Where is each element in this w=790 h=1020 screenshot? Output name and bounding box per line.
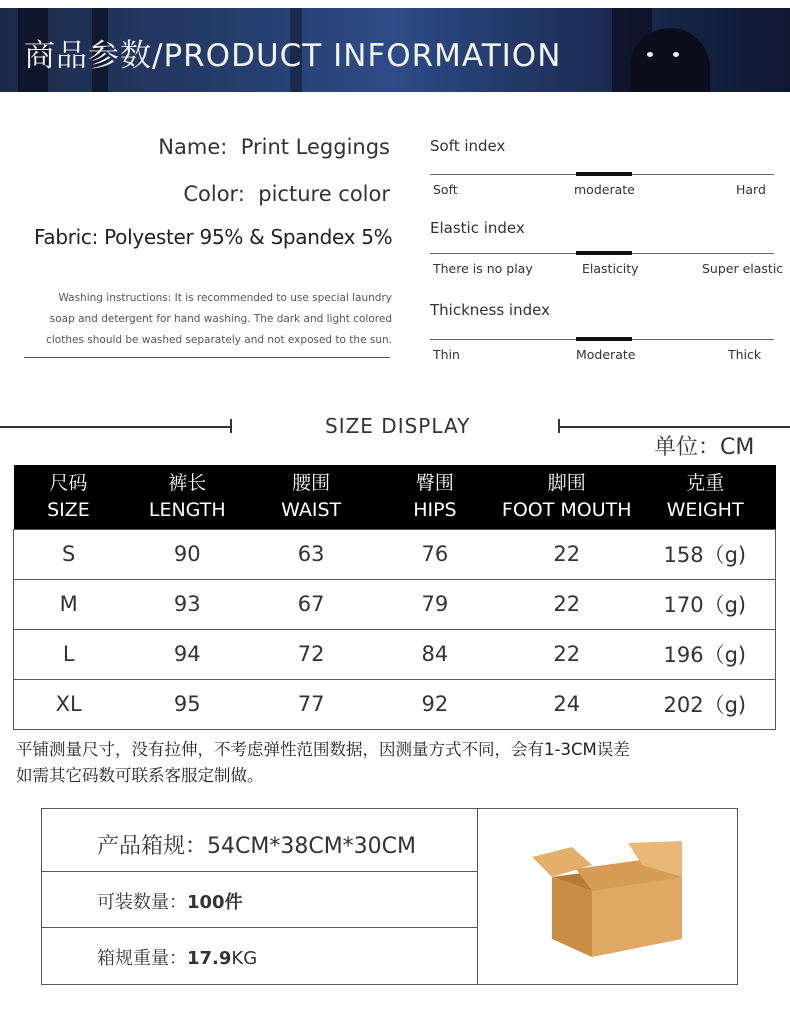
- divider: [24, 357, 390, 358]
- header-en: FOOT MOUTH: [501, 498, 632, 521]
- soft-index-low: Soft: [433, 182, 458, 197]
- soft-index-marker: [576, 172, 632, 176]
- header-en: WEIGHT: [666, 498, 744, 521]
- table-row: [14, 629, 776, 679]
- cell-foot-mouth: 24: [499, 679, 635, 729]
- product-color: [183, 182, 390, 206]
- cell-foot-mouth: 22: [499, 529, 635, 579]
- header-weight: [635, 465, 776, 529]
- carton-qty: [97, 888, 243, 914]
- carton-size: 产品箱规：54CM*38CM*30CM: [97, 834, 417, 859]
- cell-foot-mouth: 22: [499, 579, 635, 629]
- color-label: Color:: [183, 182, 245, 206]
- name-label: Name:: [158, 135, 228, 159]
- banner-title: 商品参数/PRODUCT INFORMATION: [24, 38, 562, 74]
- carton-spec-panel: [41, 808, 738, 985]
- carton-weight: [97, 944, 257, 970]
- header-cn: 脚围: [547, 471, 586, 494]
- cell-size: L: [14, 629, 124, 679]
- thickness-index-high: Thick: [728, 347, 762, 362]
- header-cn: 裤长: [168, 471, 207, 494]
- cell-hips: 84: [371, 629, 499, 679]
- elastic-index-high: Super elastic: [702, 261, 784, 276]
- washing-line: clothes should be washed separately and not exposed to the sun.: [46, 334, 392, 346]
- carton-weight-label: 箱规重量：: [97, 948, 187, 969]
- cell-length: 93: [123, 579, 251, 629]
- carton-qty-value: 100件: [187, 892, 243, 913]
- cell-length: 94: [123, 629, 251, 679]
- cell-waist: 67: [251, 579, 371, 629]
- note-line: 如需其它码数可联系客服定制做。: [16, 766, 264, 785]
- thickness-index-low: Thin: [433, 347, 460, 362]
- carton-qty-label: 可装数量：: [97, 892, 187, 913]
- cell-weight: 158（g): [635, 529, 776, 579]
- section-rule-left: [0, 426, 230, 428]
- name-value: Print Leggings: [240, 135, 390, 159]
- cell-hips: 76: [371, 529, 499, 579]
- product-name: [158, 135, 390, 159]
- header-size: [14, 465, 124, 529]
- header-length: [123, 465, 251, 529]
- washing-line: soap and detergent for hand washing. The dark and light colored: [49, 313, 392, 325]
- cell-hips: 79: [371, 579, 499, 629]
- cell-waist: 77: [251, 679, 371, 729]
- cell-size: XL: [14, 679, 124, 729]
- unit-label: 单位：CM: [654, 435, 755, 460]
- section-rule-right: [560, 426, 790, 428]
- header-en: WAIST: [281, 498, 342, 521]
- cardboard-box-icon: [532, 839, 692, 959]
- table-row: [14, 679, 776, 729]
- cell-weight: 196（g): [635, 629, 776, 679]
- table-row: [14, 579, 776, 629]
- header-en: LENGTH: [148, 498, 226, 521]
- carton-weight-row: [42, 928, 478, 984]
- header-cn: 尺码: [49, 471, 88, 494]
- carton-size-row: [42, 809, 478, 872]
- cell-foot-mouth: 22: [499, 629, 635, 679]
- elastic-index-low: There is no play: [433, 261, 533, 276]
- header-cn: 克重: [686, 471, 725, 494]
- cell-size: M: [14, 579, 124, 629]
- header-hips: [371, 465, 499, 529]
- washing-instructions: [24, 288, 392, 351]
- cat-silhouette: [630, 28, 710, 92]
- section-rule-tick: [230, 419, 232, 433]
- header-waist: [251, 465, 371, 529]
- cell-length: 95: [123, 679, 251, 729]
- cell-length: 90: [123, 529, 251, 579]
- elastic-index-mid: Elasticity: [582, 261, 639, 276]
- cell-waist: 72: [251, 629, 371, 679]
- washing-line: Washing instructions: It is recommended to use special laundry: [58, 292, 392, 304]
- color-value: picture color: [258, 182, 390, 206]
- table-header-row: [14, 465, 776, 529]
- elastic-index-title: Elastic index: [430, 219, 525, 237]
- thickness-index-marker: [576, 337, 632, 341]
- header-foot-mouth: [499, 465, 635, 529]
- header-banner: [0, 8, 790, 92]
- size-table: [13, 465, 776, 730]
- carton-spec-table: [42, 809, 478, 984]
- cat-eye: [673, 52, 679, 57]
- header-cn: 臀围: [415, 471, 454, 494]
- measurement-note: [16, 737, 630, 789]
- product-fabric: Fabric: Polyester 95% & Spandex 5%: [34, 225, 393, 249]
- header-en: HIPS: [413, 498, 457, 521]
- soft-index-title: Soft index: [430, 137, 506, 155]
- thickness-index-mid: Moderate: [576, 347, 636, 362]
- cat-eye: [647, 52, 653, 57]
- cell-size: S: [14, 529, 124, 579]
- header-cn: 腰围: [292, 471, 331, 494]
- carton-weight-unit: KG: [231, 948, 258, 969]
- cell-waist: 63: [251, 529, 371, 579]
- soft-index-mid: moderate: [574, 182, 635, 197]
- size-display-title: SIZE DISPLAY: [325, 414, 471, 438]
- cell-hips: 92: [371, 679, 499, 729]
- elastic-index-marker: [576, 251, 632, 255]
- cell-weight: 202（g): [635, 679, 776, 729]
- soft-index-high: Hard: [736, 182, 766, 197]
- table-row: [14, 529, 776, 579]
- header-en: SIZE: [47, 498, 90, 521]
- cell-weight: 170（g): [635, 579, 776, 629]
- carton-qty-row: [42, 872, 478, 928]
- carton-weight-value: 17.9: [187, 948, 232, 969]
- note-line: 平铺测量尺寸，没有拉伸，不考虑弹性范围数据，因测量方式不同，会有1-3CM误差: [16, 740, 630, 759]
- thickness-index-title: Thickness index: [430, 301, 550, 319]
